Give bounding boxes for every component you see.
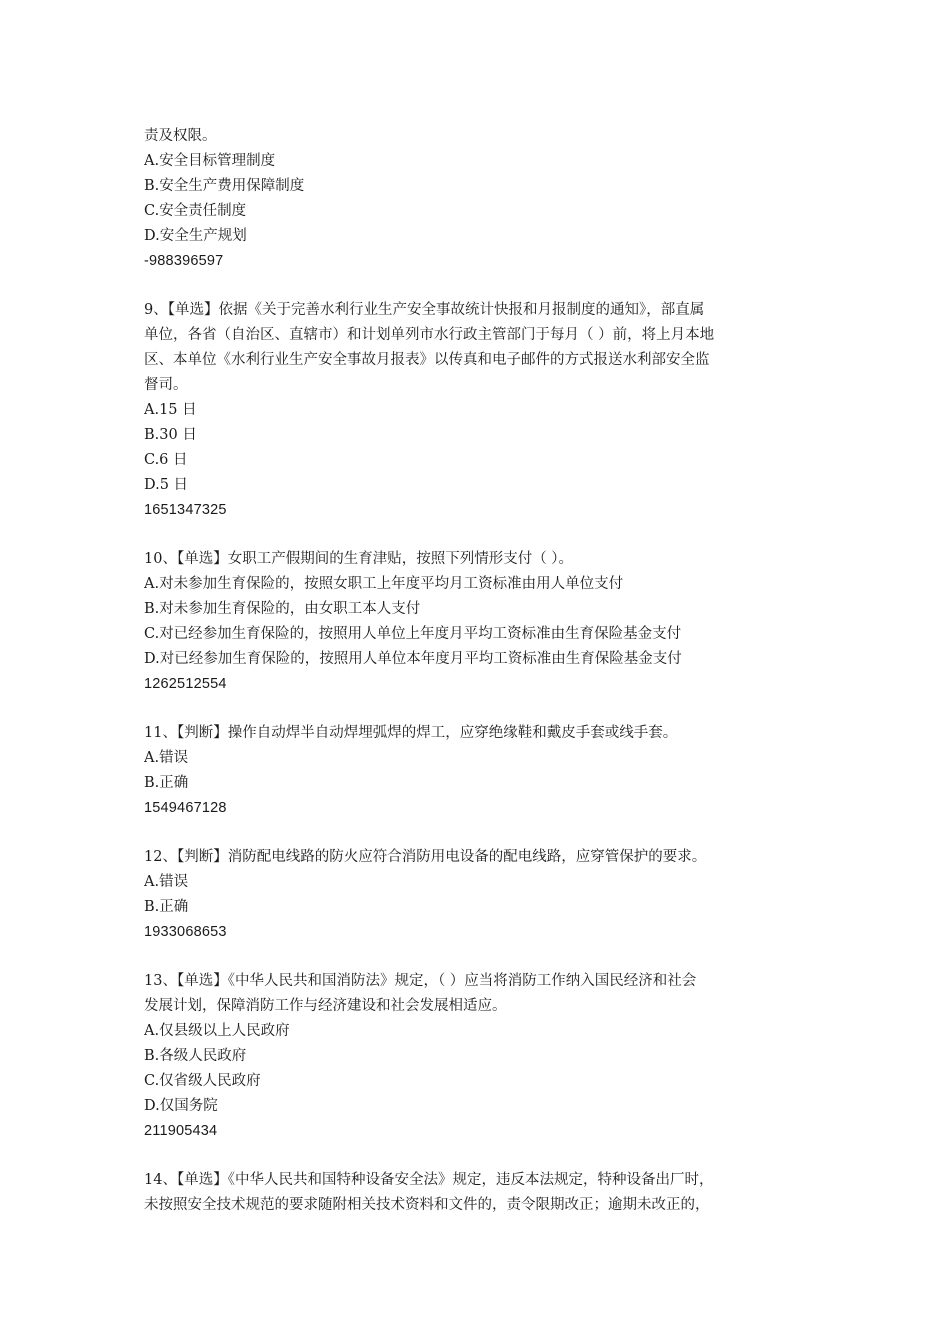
option-b: B.安全生产费用保障制度: [144, 178, 305, 194]
question-12: [144, 845, 816, 945]
question-stem-line: 区、本单位《水利行业生产安全事故月报表》以传真和电子邮件的方式报送水利部安全监: [144, 352, 710, 368]
option-d: D.仅国务院: [144, 1098, 218, 1114]
question-stem-line: 13、【单选】《中华人民共和国消防法》规定，（ ）应当将消防工作纳入国民经济和社会: [144, 973, 697, 989]
question-id: 211905434: [144, 1123, 218, 1139]
question-stem-line: 9、【单选】依据《关于完善水利行业生产安全事故统计快报和月报制度的通知》，部直属: [144, 302, 705, 318]
question-stem: 10、【单选】女职工产假期间的生育津贴，按照下列情形支付（ ）。: [144, 551, 574, 567]
option-b: B.正确: [144, 899, 189, 915]
question-stem: 责及权限。: [144, 128, 217, 144]
option-a: A.仅县级以上人民政府: [144, 1023, 290, 1039]
option-c: C.对已经参加生育保险的，按照用人单位上年度月平均工资标准由生育保险基金支付: [144, 626, 682, 642]
option-c: C.仅省级人民政府: [144, 1073, 261, 1089]
option-b: B.正确: [144, 775, 189, 791]
question-stem-line: 发展计划，保障消防工作与经济建设和社会发展相适应。: [144, 998, 507, 1014]
option-d: D.安全生产规划: [144, 228, 247, 244]
option-a: A.15 日: [144, 402, 197, 418]
question-id: 1549467128: [144, 800, 227, 816]
question-13: [144, 969, 816, 1144]
option-d: D.对已经参加生育保险的，按照用人单位本年度月平均工资标准由生育保险基金支付: [144, 651, 682, 667]
question-10: [144, 547, 816, 697]
option-a: A.对未参加生育保险的，按照女职工上年度平均月工资标准由用人单位支付: [144, 576, 624, 592]
question-id: 1262512554: [144, 676, 227, 692]
question-stem-line: 督司。: [144, 377, 188, 393]
option-b: B.各级人民政府: [144, 1048, 247, 1064]
option-a: A.安全目标管理制度: [144, 153, 276, 169]
question-stem-line: 单位，各省（自治区、直辖市）和计划单列市水行政主管部门于每月（ ）前，将上月本地: [144, 327, 715, 343]
question-stem: 12、【判断】消防配电线路的防火应符合消防用电设备的配电线路，应穿管保护的要求。: [144, 849, 707, 865]
option-c: C.6 日: [144, 452, 188, 468]
question-list: [144, 124, 816, 1218]
question-11: [144, 721, 816, 821]
question-14: [144, 1168, 816, 1218]
question-stem-line: 未按照安全技术规范的要求随附相关技术资料和文件的，责令限期改正；逾期未改正的，: [144, 1197, 710, 1213]
option-d: D.5 日: [144, 477, 189, 493]
question-stem: 11、【判断】操作自动焊半自动焊埋弧焊的焊工，应穿绝缘鞋和戴皮手套或线手套。: [144, 725, 678, 741]
question-8: [144, 124, 816, 274]
question-id: 1651347325: [144, 502, 227, 518]
question-9: [144, 298, 816, 523]
option-b: B.对未参加生育保险的，由女职工本人支付: [144, 601, 421, 617]
question-id: -988396597: [144, 253, 224, 269]
option-b: B.30 日: [144, 427, 197, 443]
option-c: C.安全责任制度: [144, 203, 247, 219]
option-a: A.错误: [144, 874, 189, 890]
question-stem-line: 14、【单选】《中华人民共和国特种设备安全法》规定，违反本法规定，特种设备出厂时，: [144, 1172, 714, 1188]
question-id: 1933068653: [144, 924, 227, 940]
option-a: A.错误: [144, 750, 189, 766]
